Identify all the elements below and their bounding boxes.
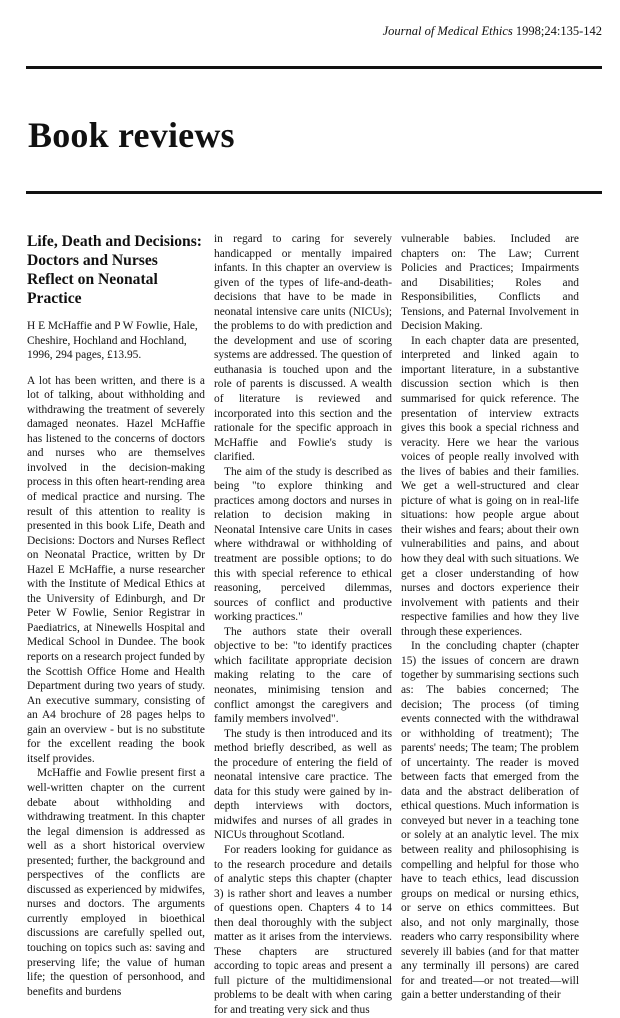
journal-citation: 1998;24:135-142 (512, 24, 602, 38)
body-paragraph: In each chapter data are presented, interpreted and linked again to important literature, in a substantive discussion section which is then summarised for quick reference. The presentation of interview extracts gives this book a special richness and veracity. Here we hear the various voices of people really involved with the lives of babies and their families. We get a well-structured and clear picture of what is going on in real-life situations: how people argue about their wishes and fears; about their own vulnerabilities and pains, and about how they deal with such situations. We get a closer understanding of how nurses and doctors experience their involvement with patients and their respective families and how they live through these experiences. (401, 334, 579, 638)
body-paragraph: The aim of the study is described as being "to explore thinking and practices among doctors and nurses in relation to decision making in Neonatal Intensive care Units in cases where withdrawal or withholding of treatment are possible options; to do this with special reference to ethical reasoning, perceived dilemmas, sources of conflict and productive working practices." (214, 465, 392, 624)
section-title: Book reviews (28, 115, 235, 155)
body-paragraph: For readers looking for guidance as to the research procedure and details of analytic steps this chapter (chapter 3) is rather short and leaves a number of questions open. Chapters 4 to 14 then deal thoroughly with the subject matter as it arises from the interviews. These chapters are structured according to topic areas and present a full picture of the multidimensional problems to be dealt with when caring for and treating very sick and thus (214, 843, 392, 1016)
book-citation: H E McHaffie and P W Fowlie, Hale, Cheshire, Hochland and Hochland, 1996, 294 pages, £13.95. (27, 320, 198, 362)
text-column-2 (214, 232, 392, 1018)
review-title: Life, Death and Decisions: Doctors and Nurses Reflect on Neonatal Practice (27, 233, 202, 307)
text-column-1 (27, 232, 205, 999)
body-paragraph: In the concluding chapter (chapter 15) the issues of concern are drawn together by summarising sections such as: The babies concerned; The decision; The process (of timing events connected with the withdrawal or withholding of treatment); The parents' needs; The team; The problem of uncertainty. The reader is moved between facts that emerged from the data and the abstract deliberation of ethical questions. Much information is conveyed but never in a teaching tone or solely at an analytic level. The mix between reality and philosophising is compelling and helpful for those who have to teach ethics, lead discussion groups on medical or nursing ethics, or serve on ethics committees. But also, and not only marginally, those readers who carry responsibility where severely ill babies (and for that matter any terminally ill persons) are cared for and treated—or not treated—will gain a better understanding of their (401, 640, 579, 1002)
journal-running-header (383, 24, 602, 39)
body-paragraph: vulnerable babies. Included are chapters on: The Law; Current Policies and Practices; Impairments and Disabilities; Roles and Responsibilities, Conflicts and Tensions, and Paternal Involvement in Decision Making. (401, 233, 579, 333)
body-paragraph: The authors state their overall objective to be: "to identify practices which facilitate appropriate decision making relating to the care of neonates, minimising tension and conflict amongst the caregivers and family members involved". (214, 625, 392, 726)
top-rule (26, 66, 602, 69)
body-paragraph: The study is then introduced and its method briefly described, as well as the procedure of entering the field of neonatal intensive care practice. The data for this study were gained by in-depth interviews with doctors, midwifes and nurses of all grades in NICUs throughout Scotland. (214, 727, 392, 842)
section-rule (26, 191, 602, 194)
journal-name: Journal of Medical Ethics (382, 24, 513, 38)
body-paragraph: McHaffie and Fowlie present first a well-written chapter on the current debate about withholding and withdrawing treatment. In this chapter the legal dimension is addressed as well as a short historical overview presented; further, the background and perspectives of the conflicts are discussed as experienced by midwifes, nurses and doctors. The arguments currently employed in bioethical discussions are carefully spelled out, touching on topics such as: saving and preserving life; the value of human life; the question of personhood, and benefits and burdens (27, 767, 205, 998)
body-paragraph: in regard to caring for severely handicapped or mentally impaired infants. In this chapter an overview is given of the types of life-and-death-decisions that have to be made in neonatal intensive care units (NICUs); the problems to do with prediction and the development and use of scoring systems are addressed. The question of euthanasia is touched upon and the role of parents is discussed. A wealth of literature is reviewed and incorporated into this section and the rationale for the specific approach in McHaffie and Fowlie's study is clarified. (214, 233, 392, 464)
body-paragraph: A lot has been written, and there is a lot of talking, about withholding and withdrawing the treatment of severely damaged neonates. Hazel McHaffie has listened to the concerns of doctors and nurses who are themselves involved in the decision-making process in this often heart-rending area of medical practice and nursing. The result of this attention to reality is presented in this book Life, Death and Decisions: Doctors and Nurses Reflect on Neonatal Practice, written by Dr Hazel E McHaffie, a nurse researcher with the Institute of Medical Ethics at the University of Edinburgh, and Dr Peter W Fowlie, Senior Registrar in Paediatrics, at Ninewells Hospital and Medical School in Dundee. The book reports on a research project funded by the Scottish Office Home and Health Department during two years of study. An executive summary, consisting of an A4 brochure of 28 pages helps to gain an overview - but is no substitute for the excellent reading the book itself provides. (27, 374, 205, 765)
text-column-3 (401, 232, 579, 1003)
